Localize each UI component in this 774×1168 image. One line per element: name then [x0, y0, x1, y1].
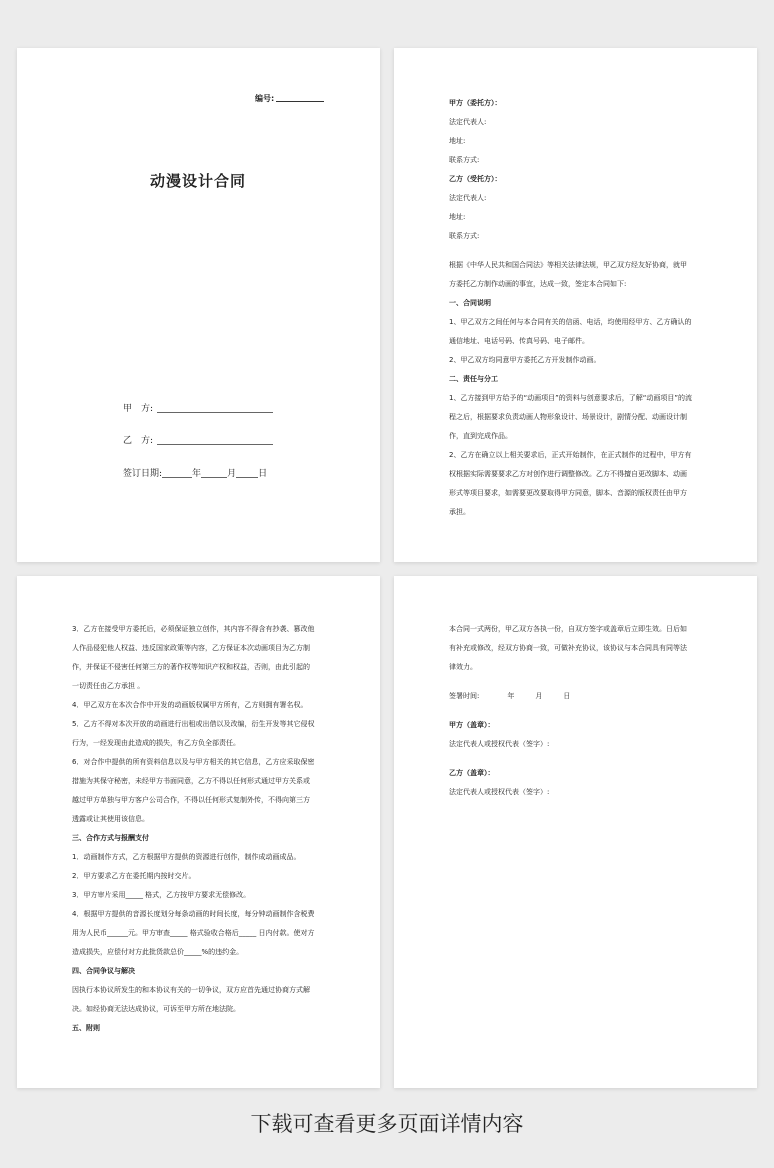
party-b-blank — [157, 435, 273, 445]
text-line: 程之后，根据要求负责动画人物形象设计、场景设计，剧情分配、动画设计制 — [449, 413, 687, 421]
text-line: 2．甲方要求乙方在委托期内按时交片。 — [72, 872, 196, 880]
text-line: 4．根据甲方提供的音源长度划分每条动画的时间长度，每分钟动画制作含税费 — [72, 910, 315, 918]
document-page-1 — [17, 48, 380, 562]
section-heading: 乙方（受托方）： — [449, 175, 502, 183]
page-2-text — [449, 94, 711, 522]
text-line: 法定代表人: — [449, 194, 487, 202]
text-line — [449, 754, 711, 764]
text-line — [449, 246, 711, 256]
text-line: 通信地址、电话号码、传真号码、电子邮件。 — [449, 337, 589, 345]
text-line: 1、乙方接到甲方给予的“动画项目”的资料与创意要求后，了解“动画项目”的流 — [449, 394, 692, 402]
section-heading: 四、合同争议与解决 — [72, 967, 135, 975]
text-line: 透露或让其使用该信息。 — [72, 815, 149, 823]
text-line: 造成损失，应偿付对方此批货款总价_____%的违约金。 — [72, 948, 244, 956]
text-line: 决。如经协商无法达成协议，可诉至甲方所在地法院。 — [72, 1005, 240, 1013]
text-line: 法定代表人: — [449, 118, 487, 126]
text-line: 签署时间: 年 月 日 — [449, 692, 571, 700]
text-line: 1、甲乙双方之间任何与本合同有关的信函、电话，均使用经甲方、乙方确认的 — [449, 318, 692, 326]
text-line: 律效力。 — [449, 663, 477, 671]
text-line: 作，直到完成作品。 — [449, 432, 512, 440]
text-line: 2、甲乙双方均同意甲方委托乙方开发制作动画。 — [449, 356, 601, 364]
text-line: 有补充或修改，经双方协商一致，可做补充协议，该协议与本合同具有同等法 — [449, 644, 687, 652]
text-line: 1．动画制作方式，乙方根据甲方提供的资源进行创作，制作成动画成品。 — [72, 853, 301, 861]
document-page-2 — [394, 48, 757, 562]
text-line: 联系方式: — [449, 232, 480, 240]
text-line: 行为，一经发现由此造成的损失，有乙方负全部责任。 — [72, 739, 240, 747]
page-3-text — [72, 620, 357, 1038]
text-line: 越过甲方单独与甲方客户公司合作，不得以任何形式复制外传，不得向第三方 — [72, 796, 310, 804]
text-line: 3．甲方审片采用_____ 格式，乙方按甲方要求无偿修改。 — [72, 891, 251, 899]
text-line: 因执行本协议所发生的和本协议有关的一切争议，双方应首先通过协商方式解 — [72, 986, 310, 994]
text-line — [449, 677, 711, 687]
text-line: 方委托乙方制作动画的事宜，达成一致，签定本合同如下: — [449, 280, 627, 288]
text-line: 3．乙方在接受甲方委托后，必须保证独立创作，其内容不得含有抄袭、篡改他 — [72, 625, 315, 633]
text-line: 形式等项目要求，如需要更改要取得甲方同意，脚本、音源的版权责任由甲方 — [449, 489, 687, 497]
text-line: 根据《中华人民共和国合同法》等相关法律法规，甲乙双方经友好协商，就甲 — [449, 261, 687, 269]
text-line: 2、乙方在确立以上相关要求后，正式开始制作，在正式制作的过程中，甲方有 — [449, 451, 692, 459]
text-line: 地址: — [449, 137, 466, 145]
text-line: 6．对合作中提供的所有资料信息以及与甲方相关的其它信息，乙方应采取保密 — [72, 758, 315, 766]
text-line: 用为人民币______元。甲方审查_____ 格式验收合格后_____ 日内付款。使对方 — [72, 929, 315, 937]
section-heading: 甲方（盖章）： — [449, 721, 495, 729]
text-line: 法定代表人或授权代表（签字）: — [449, 788, 550, 796]
sign-date-line: 签订日期: 年 月 日 — [123, 469, 268, 479]
text-line: 联系方式: — [449, 156, 480, 164]
text-line: 一切责任由乙方承担 。 — [72, 682, 145, 690]
document-page-3 — [17, 576, 380, 1088]
section-heading: 一、合同说明 — [449, 299, 491, 307]
party-a-blank — [157, 403, 273, 413]
text-line: 权根据实际需要要求乙方对创作进行调整修改。乙方不得擅自更改脚本、动画 — [449, 470, 687, 478]
text-line: 法定代表人或授权代表（签字）: — [449, 740, 550, 748]
page-title: 动漫设计合同 — [150, 172, 247, 190]
text-line: 人作品侵犯他人权益、违反国家政策等内容，乙方保证本次动画项目为乙方制 — [72, 644, 310, 652]
section-heading: 五、附则 — [72, 1024, 100, 1032]
document-page-4 — [394, 576, 757, 1088]
section-heading: 二、责任与分工 — [449, 375, 498, 383]
text-line: 措施为其保守秘密，未经甲方书面同意，乙方不得以任何形式通过甲方关系或 — [72, 777, 310, 785]
section-heading: 甲方（委托方）： — [449, 99, 502, 107]
section-heading: 乙方（盖章）： — [449, 769, 495, 777]
serial-number: 编号: — [255, 93, 324, 104]
text-line: 地址: — [449, 213, 466, 221]
party-a-line: 甲 方: — [123, 401, 273, 414]
text-line: 5．乙方不得对本次开放的动画进行出租或出借以及改编，衍生开发等其它侵权 — [72, 720, 315, 728]
text-line: 作，并保证不侵害任何第三方的著作权等知识产权和权益，否则，由此引起的 — [72, 663, 310, 671]
download-caption: 下载可查看更多页面详情内容 — [250, 1112, 524, 1136]
serial-blank — [276, 93, 324, 102]
page-4-text — [449, 620, 711, 802]
party-b-line: 乙 方: — [123, 433, 273, 446]
text-line — [449, 706, 711, 716]
text-line: 承担。 — [449, 508, 470, 516]
text-line: 4．甲乙双方在本次合作中开发的动画版权属甲方所有，乙方则拥有署名权。 — [72, 701, 308, 709]
text-line: 本合同一式两份，甲乙双方各执一份，自双方签字或盖章后立即生效。日后如 — [449, 625, 687, 633]
section-heading: 三、合作方式与报酬支付 — [72, 834, 149, 842]
